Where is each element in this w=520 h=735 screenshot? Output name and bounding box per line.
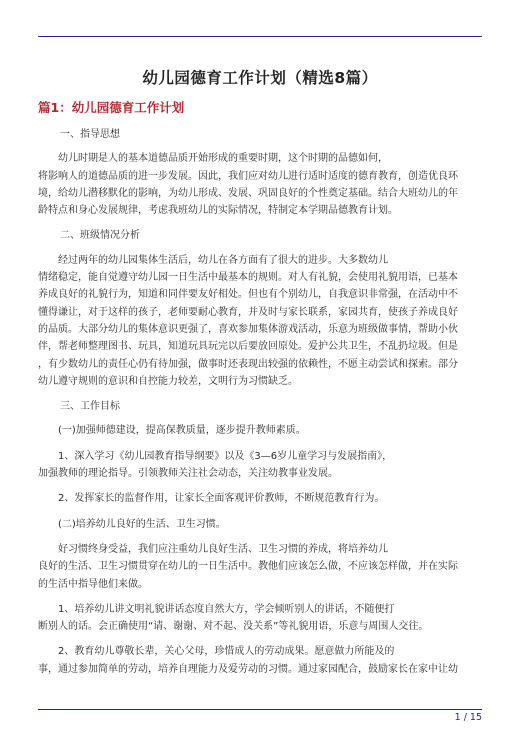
section-title: 篇1：幼儿园德育工作计划 — [38, 100, 185, 115]
paragraph-line: 境，给幼儿潜移默化的影响，为幼儿形成、发展、巩固良好的个性奠定基础。结合大班幼儿的年 — [38, 187, 458, 199]
paragraph-line: 加强教师的理论指导。引领教师关注社会动态，关注幼教事业发展。 — [38, 468, 338, 480]
paragraph-line: 幼儿时期是人的基本道德品质开始形成的重要时期，这个时期的品德如何， — [58, 153, 388, 165]
paragraph-line: 将影响人的道德品质的进一步发展。因此，我们应对幼儿进行适时适度的德育教育，创造优良环 — [38, 170, 458, 182]
document-title: 幼儿园德育工作计划（精选8篇） — [142, 69, 378, 87]
paragraph-line: 伴，帮老师整理图书、玩具，知道玩具玩完以后要放回原处。爱护公共卫生，不乱扔垃圾。但是 — [38, 341, 458, 353]
footer-rule — [38, 709, 482, 710]
paragraph — [38, 252, 482, 390]
header-rule — [38, 36, 482, 37]
paragraph-line: 1、培养幼儿讲文明礼貌讲话态度自然大方，学会倾听别人的讲话，不随便打 — [58, 603, 395, 615]
paragraph-line: 养成良好的礼貌行为，知道和同伴要友好相处。但也有个别幼儿，自我意识非常强，在活动中不 — [38, 289, 458, 301]
paragraph-line: 好习惯终身受益，我们应注重幼儿良好生活、卫生习惯的养成，将培养幼儿 — [58, 543, 388, 555]
section-heading: 二、班级情况分析 — [60, 230, 140, 242]
paragraph-line: (二)培养幼儿良好的生活、卫生习惯。 — [58, 518, 226, 530]
paragraph — [38, 541, 482, 593]
paragraph-line: (一)加强师德建设，提高保教质量，逐步提升教师素质。 — [58, 425, 306, 437]
paragraph-line: ，有少数幼儿的责任心仍有待加强，做事时还表现出较强的依赖性，不愿主动尝试和探索。部分 — [38, 358, 458, 370]
page-number: 1 / 15 — [454, 712, 482, 723]
paragraph-line: 的生活中指导他们来做。 — [38, 578, 148, 590]
paragraph-line: 2、教育幼儿尊敬长辈，关心父母，珍惜成人的劳动成果。愿意做力所能及的 — [58, 646, 395, 658]
paragraph — [38, 601, 482, 636]
paragraph-line: 情绪稳定，能自觉遵守幼儿园一日生活中最基本的规则。对人有礼貌，会使用礼貌用语，已基本 — [38, 272, 458, 284]
paragraph — [38, 490, 482, 507]
paragraph — [38, 150, 482, 219]
paragraph-line: 良好的生活、卫生习惯贯穿在幼儿的一日生活中。教他们应该怎么做，不应该怎样做，并在实际 — [38, 561, 458, 573]
paragraph-line: 事，通过参加简单的劳动，培养自理能力及爱劳动的习惯。通过家园配合，鼓励家长在家中让幼 — [38, 663, 458, 675]
paragraph — [38, 516, 482, 533]
paragraph — [38, 643, 482, 678]
paragraph-line: 经过两年的幼儿园集体生活后，幼儿在各方面有了很大的进步。大多数幼儿 — [58, 254, 388, 266]
paragraph — [38, 448, 482, 483]
paragraph-line: 断别人的话。会正确使用“请、谢谢、对不起、没关系”等礼貌用语，乐意与周围人交往。 — [38, 621, 429, 633]
paragraph-line: 1、深入学习《幼儿园教育指导纲要》以及《3—6岁儿童学习与发展指南》， — [58, 450, 393, 462]
paragraph-line: 的品质。大部分幼儿的集体意识更强了，喜欢参加集体游戏活动，乐意为班级做事情，帮助小伙 — [38, 323, 458, 335]
document-body — [38, 126, 482, 686]
paragraph-line: 懂得谦让，对于这样的孩子，老师要耐心教育，并及时与家长联系，家园共育，使孩子养成良好 — [38, 306, 458, 318]
section-heading: 一、指导思想 — [60, 129, 120, 140]
paragraph — [38, 422, 482, 439]
paragraph-line: 幼儿遵守规则的意识和自控能力较差，文明行为习惯缺乏。 — [38, 375, 298, 387]
section-heading: 三、工作目标 — [60, 401, 120, 413]
paragraph-line: 2、发挥家长的监督作用，让家长全面客观评价教师，不断规范教育行为。 — [58, 493, 385, 505]
paragraph-line: 龄特点和身心发展规律，考虑我班幼儿的实际情况，特制定本学期品德教育计划。 — [38, 205, 398, 217]
